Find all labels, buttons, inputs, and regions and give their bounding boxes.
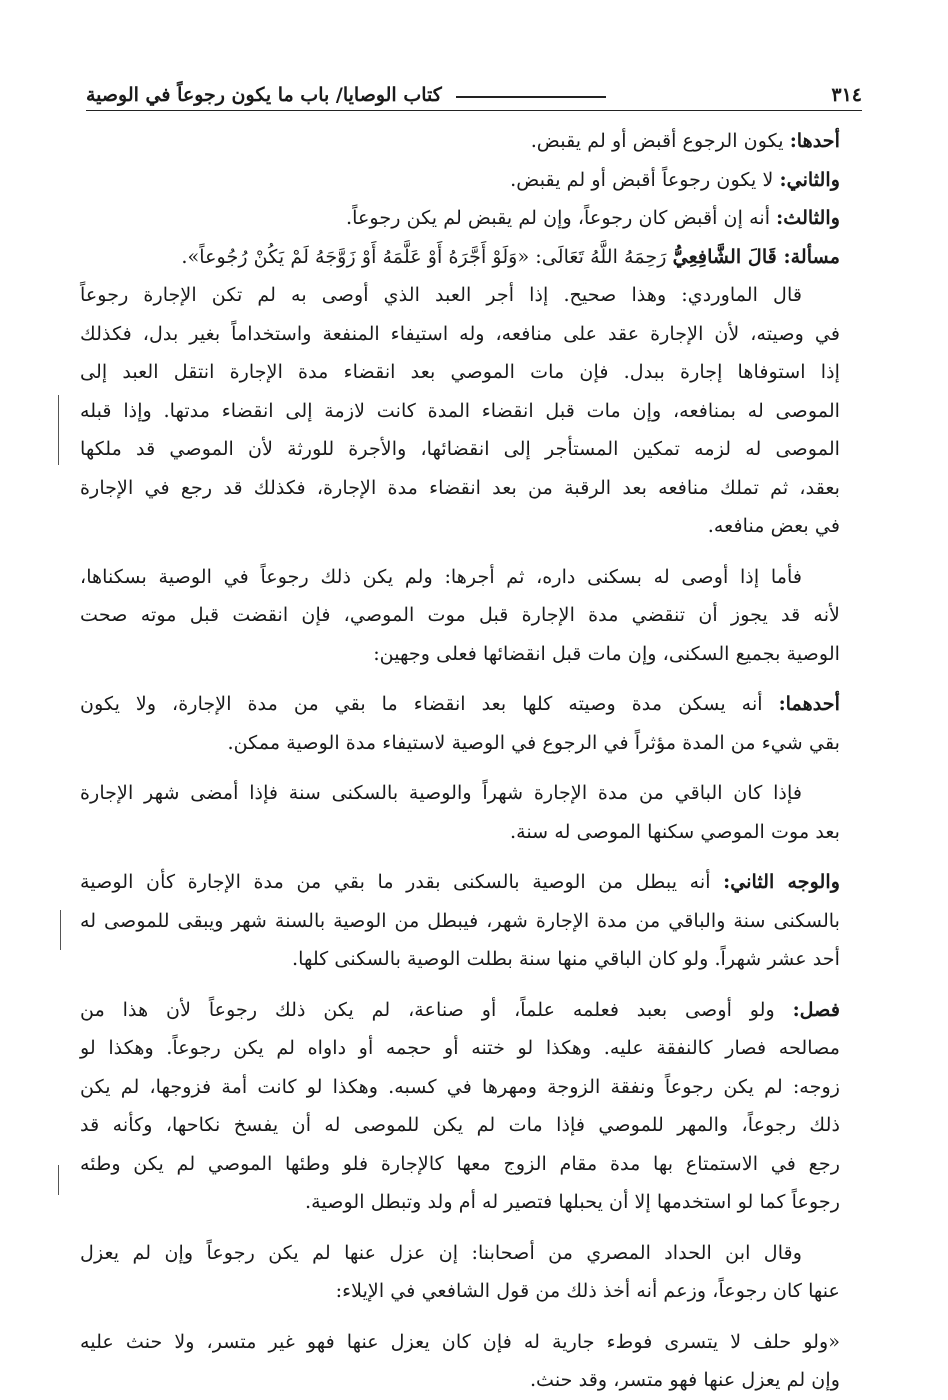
text-line: زوجه: لم يكن رجوعاً ونفقة الزوجة ومهرها في كسبه. وهكذا لو كانت أمة فزوجها، لم يكن: [80, 1074, 840, 1098]
running-header: [86, 66, 862, 111]
text-line: بعقد، ثم تملك منافعه بعد الرقبة من بعد انقضاء مدة الإجارة، فكذلك قد رجع في الإجارة: [80, 475, 840, 499]
margin-mark: [58, 1165, 59, 1195]
margin-mark: [58, 395, 59, 465]
running-title: كتاب الوصايا/ باب ما يكون رجوعاً في الوصية: [86, 84, 442, 106]
text-line: لأنه قد يجوز أن تنقضي مدة الإجارة قبل موت الموصي، فإن انقضت قبل موته صحت: [80, 603, 840, 626]
text-line: في بعض منافعه.: [707, 514, 840, 537]
text-line: عنها كان رجوعاً، وزعم أنه أخذ ذلك من قول الشافعي في الإيلاء:: [335, 1279, 840, 1302]
text-line: الموصى له بمنافعه، وإن مات قبل انقضاء المدة كانت لازمة إلى انقضاء مدتها. وإذا قبله: [80, 398, 840, 422]
text-line: قال الماوردي: وهذا صحيح. إذا أجر العبد الذي أوصى به لم تكن الإجارة رجوعاً: [80, 283, 802, 306]
text-line: والثالث: أنه إن أقبض كان رجوعاً، وإن لم يقبض لم يكن رجوعاً.: [346, 206, 840, 229]
text-line: إذا استوفاها إجارة ببدل. فإن مات الموصي بعد انقضاء مدة الإجارة انتقل العبد إلى: [80, 360, 840, 383]
text-line: والوجه الثاني: أنه يبطل من الوصية بالسكنى بقدر ما بقي من مدة الإجارة كأن الوصية: [80, 870, 840, 893]
text-line: الوصية بجميع السكنى، وإن مات قبل انقضائها فعلى وجهين:: [373, 641, 840, 665]
text-line: أحد عشر شهراً. ولو كان الباقي منها سنة بطلت الوصية بالسكنى كلها.: [292, 947, 840, 970]
text-line: والثاني: لا يكون رجوعاً أقبض أو لم يقبض.: [510, 167, 840, 191]
header-left: [86, 84, 606, 106]
text-line: في وصيته، لأن الإجارة عقد على منافعه، وله استيفاء المنفعة واستخداماً بغير بدل، فكذلك: [80, 321, 840, 345]
text-line: فإذا كان الباقي من مدة الإجارة شهراً والوصية بالسكنى سنة فإذا أمضى شهر الإجارة: [80, 781, 802, 804]
text-line: بقي شيء من المدة مؤثراً في الرجوع في الوصية لاستيفاء مدة الوصية ممكن.: [227, 730, 840, 754]
text-line: أحدهما: أنه يسكن مدة وصيته كلها بعد انقضاء ما بقي من مدة الإجارة، ولا يكون: [80, 692, 840, 715]
text-line: وإن لم يعزل عنها فهو متسر، وقد حنث.: [529, 1368, 840, 1391]
text-line: مسألة: قَالَ الشَّافِعِيُّ رَحِمَهُ اللَّهُ تَعَالَى: «وَلَوْ أَجَّرَهُ أَوْ عَلَّمَهُ أَوْ زَوَّجَهُ لَمْ يَكُنْ رُجُوعاً».: [181, 244, 840, 268]
text-line: وقال ابن الحداد المصري من أصحابنا: إن عزل عنها لم يكن رجوعاً وإن لم يعزل: [80, 1240, 802, 1264]
text-line: أحدها: يكون الرجوع أقبض أو لم يقبض.: [530, 129, 840, 152]
text-line: بالسكنى سنة والباقي من مدة الإجارة شهر، فيبطل من الوصية بالسنة شهر ويبقى للموصى له: [80, 908, 840, 932]
text-line: رجوعاً كما لو استخدمها إلا أن يحبلها فتصير له أم ولد وتبطل الوصية.: [305, 1190, 840, 1213]
text-line: فأما إذا أوصى له بسكنى داره، ثم أجرها: ولم يكن ذلك رجوعاً في الوصية بسكناها،: [80, 564, 802, 588]
text-line: ذلك رجوعاً، والمهر للموصي فإذا مات لم يكن للموصى له أن يفسخ نكاحها، وكأنه قد: [80, 1113, 840, 1136]
header-right: [831, 84, 862, 106]
margin-mark: [60, 910, 61, 950]
text-line: الموصى له لزمه تمكين المستأجر إلى انقضائها، والأجرة للورثة لأن الموصي قد ملكها: [80, 437, 840, 460]
page-body: [80, 122, 840, 1400]
text-line: فصل: ولو أوصى بعبد فعلمه علماً، أو صناعة، لم يكن ذلك رجوعاً لأن هذا من: [80, 997, 840, 1021]
header-rule: [456, 96, 606, 98]
text-line: بعد موت الموصي سكنها الموصى له سنة.: [510, 819, 840, 843]
page-number: ٣١٤: [831, 84, 862, 106]
text-line: رجع في الاستمتاع بها مدة مقام الزوج معها كالإجارة فلو وطئها الموصي لم يكن وطئه: [80, 1151, 840, 1175]
text-line: «ولو حلف لا يتسرى فوطء جارية له فإن كان يعزل عنها فهو غير متسر، ولا حنث عليه: [80, 1329, 840, 1353]
text-line: مصالحه فصار كالنفقة عليه. وهكذا لو ختنه أو حجمه أو داواه لم يكن رجوعاً. وهكذا لو: [80, 1036, 840, 1059]
